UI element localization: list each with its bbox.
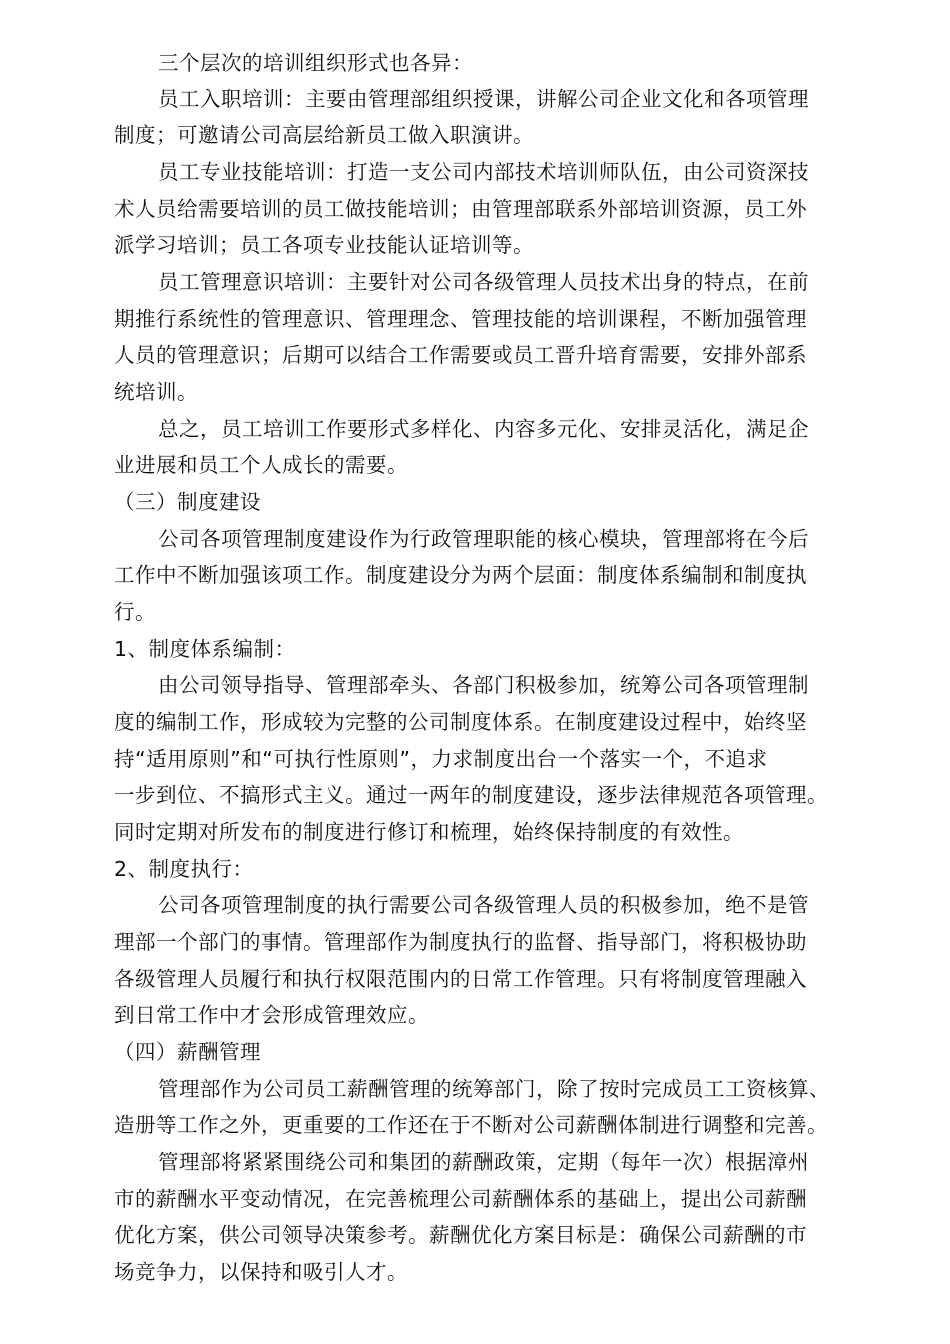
paragraph-line: 一步到位、不搞形式主义。通过一两年的制度建设，逐步法律规范各项管理。: [114, 783, 828, 807]
paragraph-line: 制度；可邀请公司高层给新员工做入职演讲。: [114, 123, 534, 147]
subsection-heading: 1、制度体系编制：: [114, 637, 296, 661]
paragraph-line: 总之，员工培训工作要形式多样化、内容多元化、安排灵活化，满足企: [158, 417, 809, 441]
paragraph-line: 公司各项管理制度建设作为行政管理职能的核心模块，管理部将在今后: [158, 527, 809, 551]
paragraph-line: 优化方案，供公司领导决策参考。薪酬优化方案目标是：确保公司薪酬的市: [114, 1223, 807, 1247]
paragraph-line: 术人员给需要培训的员工做技能培训；由管理部联系外部培训资源，员工外: [114, 197, 807, 221]
paragraph-line: 度的编制工作，形成较为完整的公司制度体系。在制度建设过程中，始终坚: [114, 710, 807, 734]
paragraph-line: 员工管理意识培训：主要针对公司各级管理人员技术出身的特点，在前: [158, 270, 809, 294]
paragraph-line: 业进展和员工个人成长的需要。: [114, 453, 408, 477]
paragraph-line: 同时定期对所发布的制度进行修订和梳理，始终保持制度的有效性。: [114, 820, 744, 844]
paragraph-line: 各级管理人员履行和执行权限范围内的日常工作管理。只有将制度管理融入: [114, 967, 807, 991]
paragraph-line: 市的薪酬水平变动情况，在完善梳理公司薪酬体系的基础上，提出公司薪酬: [114, 1187, 807, 1211]
paragraph-line: 持“适用原则”和“可执行性原则”，力求制度出台一个落实一个，不追求: [114, 747, 768, 771]
paragraph-line: 管理部作为公司员工薪酬管理的统筹部门，除了按时完成员工工资核算、: [158, 1077, 830, 1101]
paragraph-line: 理部一个部门的事情。管理部作为制度执行的监督、指导部门，将积极协助: [114, 930, 807, 954]
paragraph-line: 行。: [114, 600, 156, 624]
paragraph-line: 三个层次的培训组织形式也各异：: [158, 51, 473, 75]
paragraph-line: 期推行系统性的管理意识、管理理念、管理技能的培训课程，不断加强管理: [114, 307, 807, 331]
paragraph-line: 工作中不断加强该项工作。制度建设分为两个层面：制度体系编制和制度执: [114, 563, 807, 587]
paragraph-line: 由公司领导指导、管理部牵头、各部门积极参加，统筹公司各项管理制: [158, 673, 809, 697]
paragraph-line: 人员的管理意识；后期可以结合工作需要或员工晋升培育需要，安排外部系: [114, 343, 807, 367]
paragraph-line: 员工专业技能培训：打造一支公司内部技术培训师队伍，由公司资深技: [158, 160, 809, 184]
paragraph-line: 公司各项管理制度的执行需要公司各级管理人员的积极参加，绝不是管: [158, 893, 809, 917]
section-heading: （四）薪酬管理: [114, 1040, 261, 1064]
section-heading: （三）制度建设: [114, 490, 261, 514]
paragraph-line: 统培训。: [114, 380, 198, 404]
paragraph-line: 到日常工作中才会形成管理效应。: [114, 1003, 429, 1027]
paragraph-line: 场竞争力，以保持和吸引人才。: [114, 1260, 408, 1284]
subsection-heading: 2、制度执行：: [114, 857, 254, 881]
paragraph-line: 管理部将紧紧围绕公司和集团的薪酬政策，定期（每年一次）根据漳州: [158, 1150, 809, 1174]
paragraph-line: 员工入职培训：主要由管理部组织授课，讲解公司企业文化和各项管理: [158, 87, 809, 111]
paragraph-line: 派学习培训；员工各项专业技能认证培训等。: [114, 233, 534, 257]
paragraph-line: 造册等工作之外，更重要的工作还在于不断对公司薪酬体制进行调整和完善。: [114, 1113, 828, 1137]
